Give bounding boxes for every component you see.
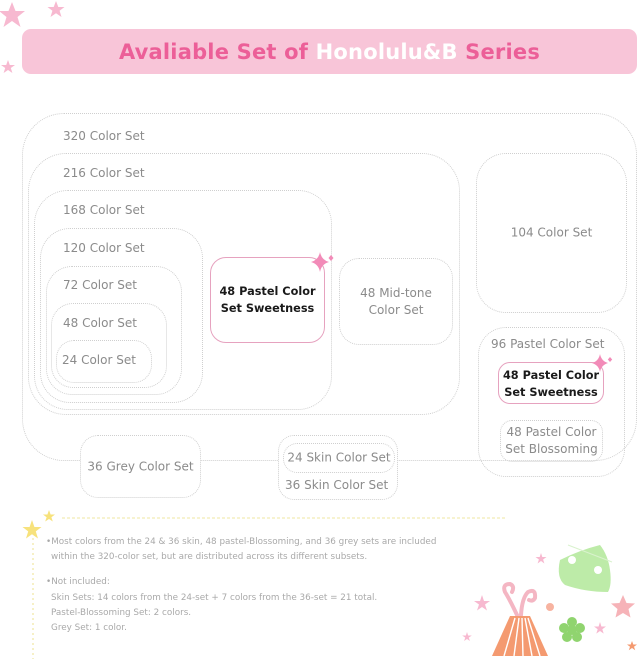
star-icon <box>23 520 42 539</box>
star-icon <box>536 553 547 564</box>
label-36-skin-set: 36 Skin Color Set <box>285 478 389 492</box>
star-icon <box>594 622 606 634</box>
flower-icon <box>559 617 585 642</box>
label-320-set: 320 Color Set <box>63 129 145 143</box>
set-box-24-skin <box>283 443 395 473</box>
label-36-grey-set: 36 Grey Color Set <box>87 459 194 473</box>
label-216-set: 216 Color Set <box>63 166 145 180</box>
star-icon <box>627 641 637 650</box>
label-72-set: 72 Color Set <box>63 278 137 292</box>
set-box-104 <box>476 153 627 313</box>
label-104-set: 104 Color Set <box>510 225 593 240</box>
label-24-skin-set: 24 Skin Color Set <box>287 450 391 465</box>
star-icon <box>474 595 490 611</box>
sparkle-icon <box>309 250 335 274</box>
label-mid-tone-line1: 48 Mid-tone <box>360 285 432 300</box>
label-pastel-sweetness-96-line2: Set Sweetness <box>504 386 598 399</box>
set-box-pastel-sweetness <box>210 257 325 343</box>
star-icon <box>48 1 65 17</box>
label-pastel-sweetness-96-line1: 48 Pastel Color <box>502 369 600 382</box>
label-pastel-blossoming-line1: 48 Pastel Color <box>506 425 597 439</box>
note-bullet-1-line-2: within the 320-color set, but are distributed across its different subsets. <box>51 552 368 562</box>
label-pastel-sweetness-line1: 48 Pastel Color <box>219 285 316 298</box>
note-bullet-1-line-1: •Most colors from the 24 & 36 skin, 48 pastel-Blossoming, and 36 grey sets are included <box>46 537 437 547</box>
page-title <box>119 40 540 64</box>
label-48-set: 48 Color Set <box>63 316 137 330</box>
witch-hat-icon <box>559 545 612 592</box>
label-mid-tone <box>340 285 452 319</box>
note-skin-sets: Skin Sets: 14 colors from the 24-set + 7 colors from the 36-set = 21 total. <box>51 593 378 603</box>
decor-illustration-bottom-right <box>460 540 640 659</box>
label-pastel-blossoming <box>501 424 602 458</box>
sparkle-icon <box>590 352 614 374</box>
note-bullet-2-title: •Not included: <box>46 577 110 587</box>
title-text-suffix: Series <box>457 39 541 64</box>
label-96-pastel-set: 96 Pastel Color Set <box>491 337 605 351</box>
label-pastel-sweetness-line2: Set Sweetness <box>220 302 315 315</box>
note-grey-set: Grey Set: 1 color. <box>51 623 127 633</box>
title-brand-highlight: Honolulu&B <box>315 39 458 64</box>
label-120-set: 120 Color Set <box>63 241 145 255</box>
note-pastel-blossoming: Pastel-Blossoming Set: 2 colors. <box>51 608 192 618</box>
label-168-set: 168 Color Set <box>63 203 145 217</box>
star-icon <box>43 510 55 522</box>
star-icon <box>611 595 635 618</box>
set-box-mid-tone <box>339 258 453 345</box>
title-text: Avaliable Set of <box>118 39 316 64</box>
set-box-36-grey <box>80 435 201 498</box>
star-icon <box>1 60 15 73</box>
star-icon <box>0 2 25 27</box>
label-24-set: 24 Color Set <box>62 353 136 367</box>
set-box-pastel-sweetness-96 <box>498 362 604 404</box>
set-box-pastel-blossoming <box>500 420 603 462</box>
label-pastel-blossoming-line2: Set Blossoming <box>505 442 598 456</box>
star-icon <box>462 632 472 641</box>
volcano-icon <box>492 616 548 656</box>
label-mid-tone-line2: Color Set <box>368 302 424 317</box>
title-banner <box>22 29 637 74</box>
